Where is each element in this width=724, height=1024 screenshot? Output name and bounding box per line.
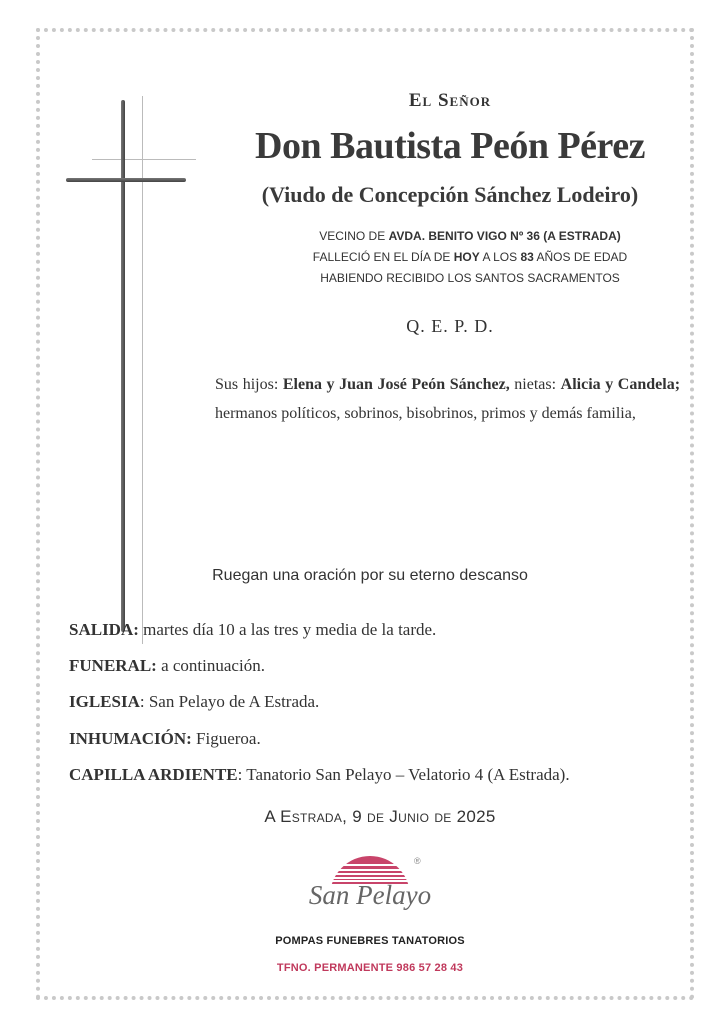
qepd: Q. E. P. D. <box>406 316 494 336</box>
event-inhumacion: INHUMACIÓN: Figueroa. <box>69 729 261 748</box>
logo-text: San Pelayo <box>308 880 432 910</box>
sacraments-line: HABIENDO RECIBIDO LOS SANTOS SACRAMENTOS <box>320 271 620 285</box>
company-name: POMPAS FUNEBRES TANATORIOS <box>275 935 465 947</box>
widow-of: (Viudo de Concepción Sánchez Lodeiro) <box>261 182 639 207</box>
title-small: El Señor <box>408 90 492 111</box>
date-line: A Estrada, 9 de Junio de 2025 <box>264 807 496 826</box>
event-salida: SALIDA: martes día 10 a las tres y media de la tarde. <box>69 620 437 639</box>
deceased-name: Don Bautista Peón Pérez <box>255 125 645 167</box>
residence-line: VECINO DE AVDA. BENITO VIGO Nº 36 (A ESTRADA) <box>319 229 621 243</box>
phone-number: TFNO. PERMANENTE 986 57 28 43 <box>276 962 464 974</box>
event-capilla: CAPILLA ARDIENTE: Tanatorio San Pelayo – Velatorio 4 (A Estrada). <box>69 765 570 784</box>
death-line: FALLECIÓ EN EL DÍA DE HOY A LOS 83 AÑOS DE EDAD <box>312 250 628 264</box>
family-paragraph: Sus hijos: Elena y Juan José Peón Sánchez, nietas: Alicia y Candela; hermanos políticos, sobrinos, bisobrinos, primos y demás familia, <box>215 376 681 422</box>
registered-mark: ® <box>414 856 421 866</box>
event-iglesia: IGLESIA: San Pelayo de A Estrada. <box>69 692 320 711</box>
prayer-line: Ruegan una oración por su eterno descanso <box>212 567 528 584</box>
event-funeral: FUNERAL: a continuación. <box>69 656 265 675</box>
